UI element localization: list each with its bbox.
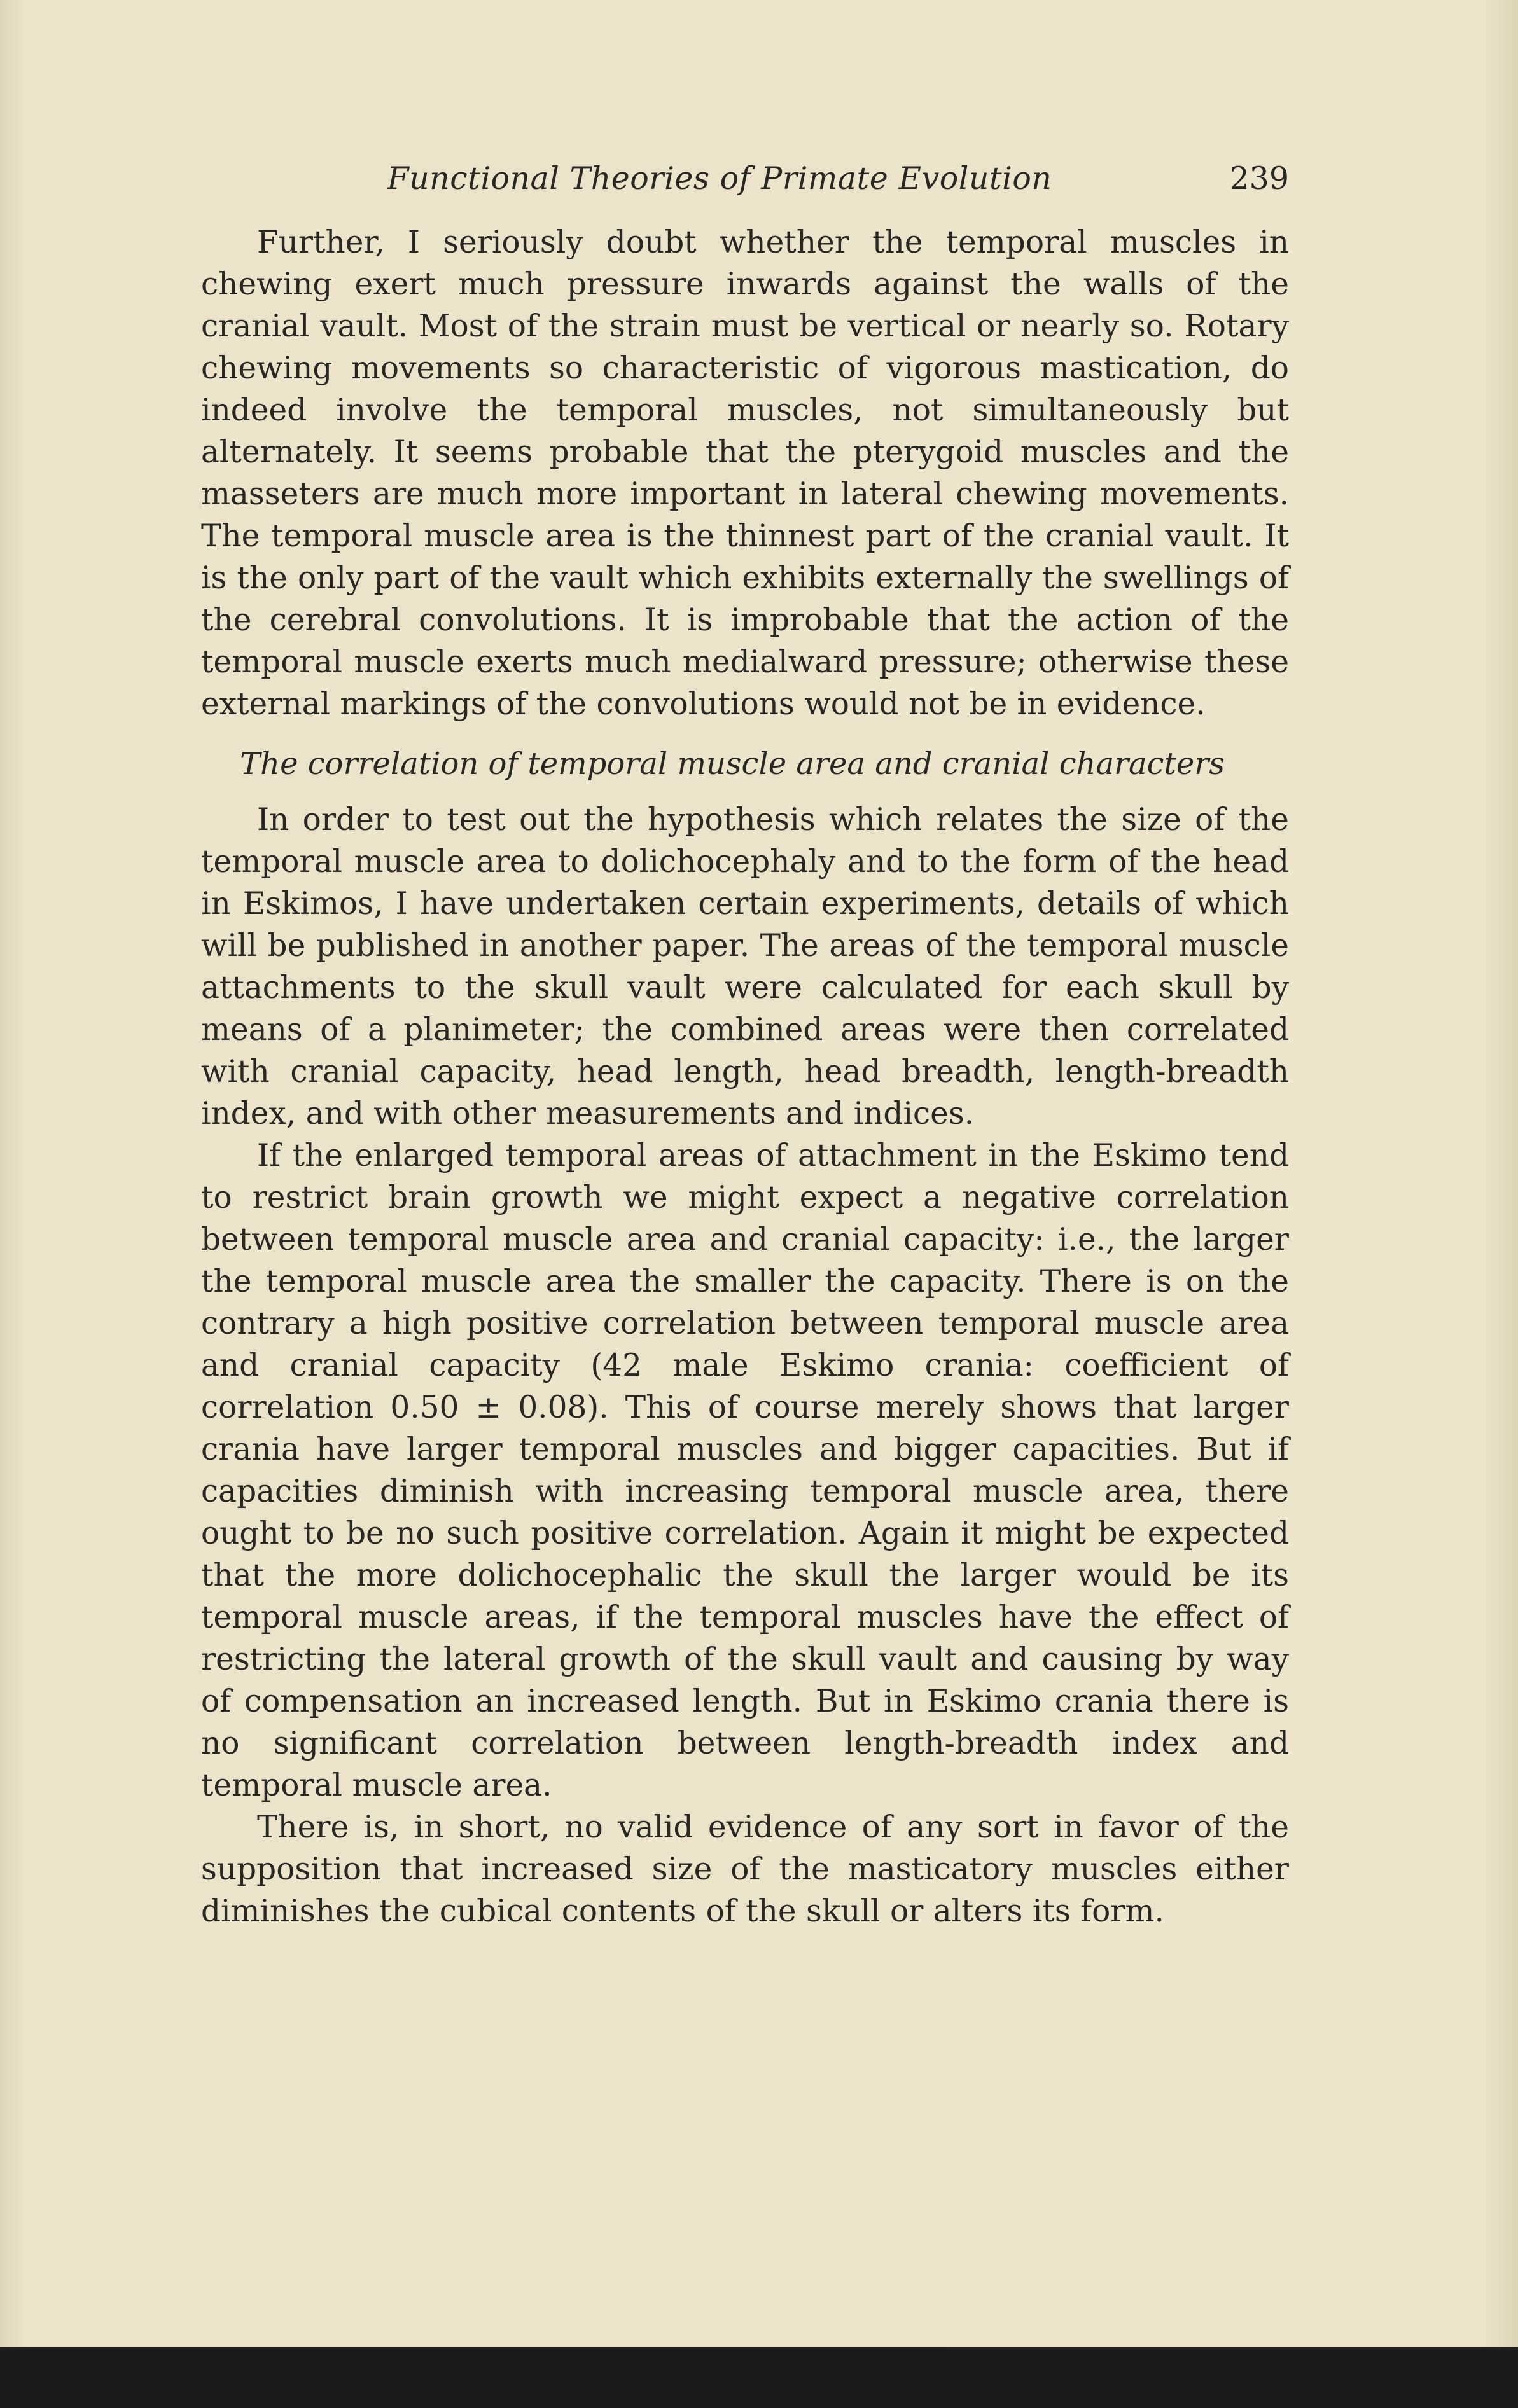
running-title: Functional Theories of Primate Evolution: [387, 160, 1052, 197]
paragraph: There is, in short, no valid evidence of any sort in favor of the supposition that increased size of the masticatory muscles either diminishes the cubical contents of the skull or alters its form.: [201, 1809, 1289, 1929]
page-number: 239: [1229, 160, 1289, 197]
running-head: [201, 153, 1289, 210]
paragraph: In order to test out the hypothesis which relates the size of the temporal muscle area to dolichocephaly and to the form of the head in Eskimos, I have undertaken certain experiments, details of which will be published in another paper. The areas of the temporal muscle attachments to the skull vault were calculated for each skull by means of a planimeter; the combined areas were then correlated with cranial capacity, head length, head breadth, length-breadth index, and with other measurements and indices.: [201, 802, 1289, 1131]
section-subheading: The correlation of temporal muscle area and cranial characters: [240, 746, 1225, 782]
paragraph: Further, I seriously doubt whether the temporal muscles in chewing exert much pressure inwards against the walls of the cranial vault. Most of the strain must be vertical or nearly so. Rotary chewing movements so characteristic of vigorous mastication, do indeed involve the temporal muscles, not simultaneously but alternately. It seems probable that the pterygoid muscles and the masseters are much more important in lateral chewing movements. The temporal muscle area is the thinnest part of the cranial vault. It is the only part of the vault which exhibits externally the swellings of the cerebral convolutions. It is improbable that the action of the temporal muscle exerts much medialward pressure; otherwise these external markings of the convolutions would not be in evidence.: [201, 225, 1289, 722]
paragraph: If the enlarged temporal areas of attachment in the Eskimo tend to restrict brain growth we might expect a negative correlation between temporal muscle area and cranial capacity: i.e., the larger the temporal muscle area the smaller the capacity. There is on the contrary a high positive correlation between temporal muscle area and cranial capacity (42 male Eskimo crania: coefficient of correlation 0.50 ± 0.08). This of course merely shows that larger crania have larger temporal muscles and bigger capacities. But if capacities diminish with increasing temporal muscle area, there ought to be no such positive correlation. Again it might be expected that the more dolichocephalic the skull the larger would be its temporal muscle areas, if the temporal muscles have the effect of restricting the lateral growth of the skull vault and causing by way of compensation an increased length. But in Eskimo crania there is no significant correlation between length-breadth index and temporal muscle area.: [201, 1138, 1289, 1803]
body-text: [201, 221, 1289, 1932]
scan-bottom-edge: [0, 2347, 1518, 2408]
page-content: [201, 153, 1289, 1932]
